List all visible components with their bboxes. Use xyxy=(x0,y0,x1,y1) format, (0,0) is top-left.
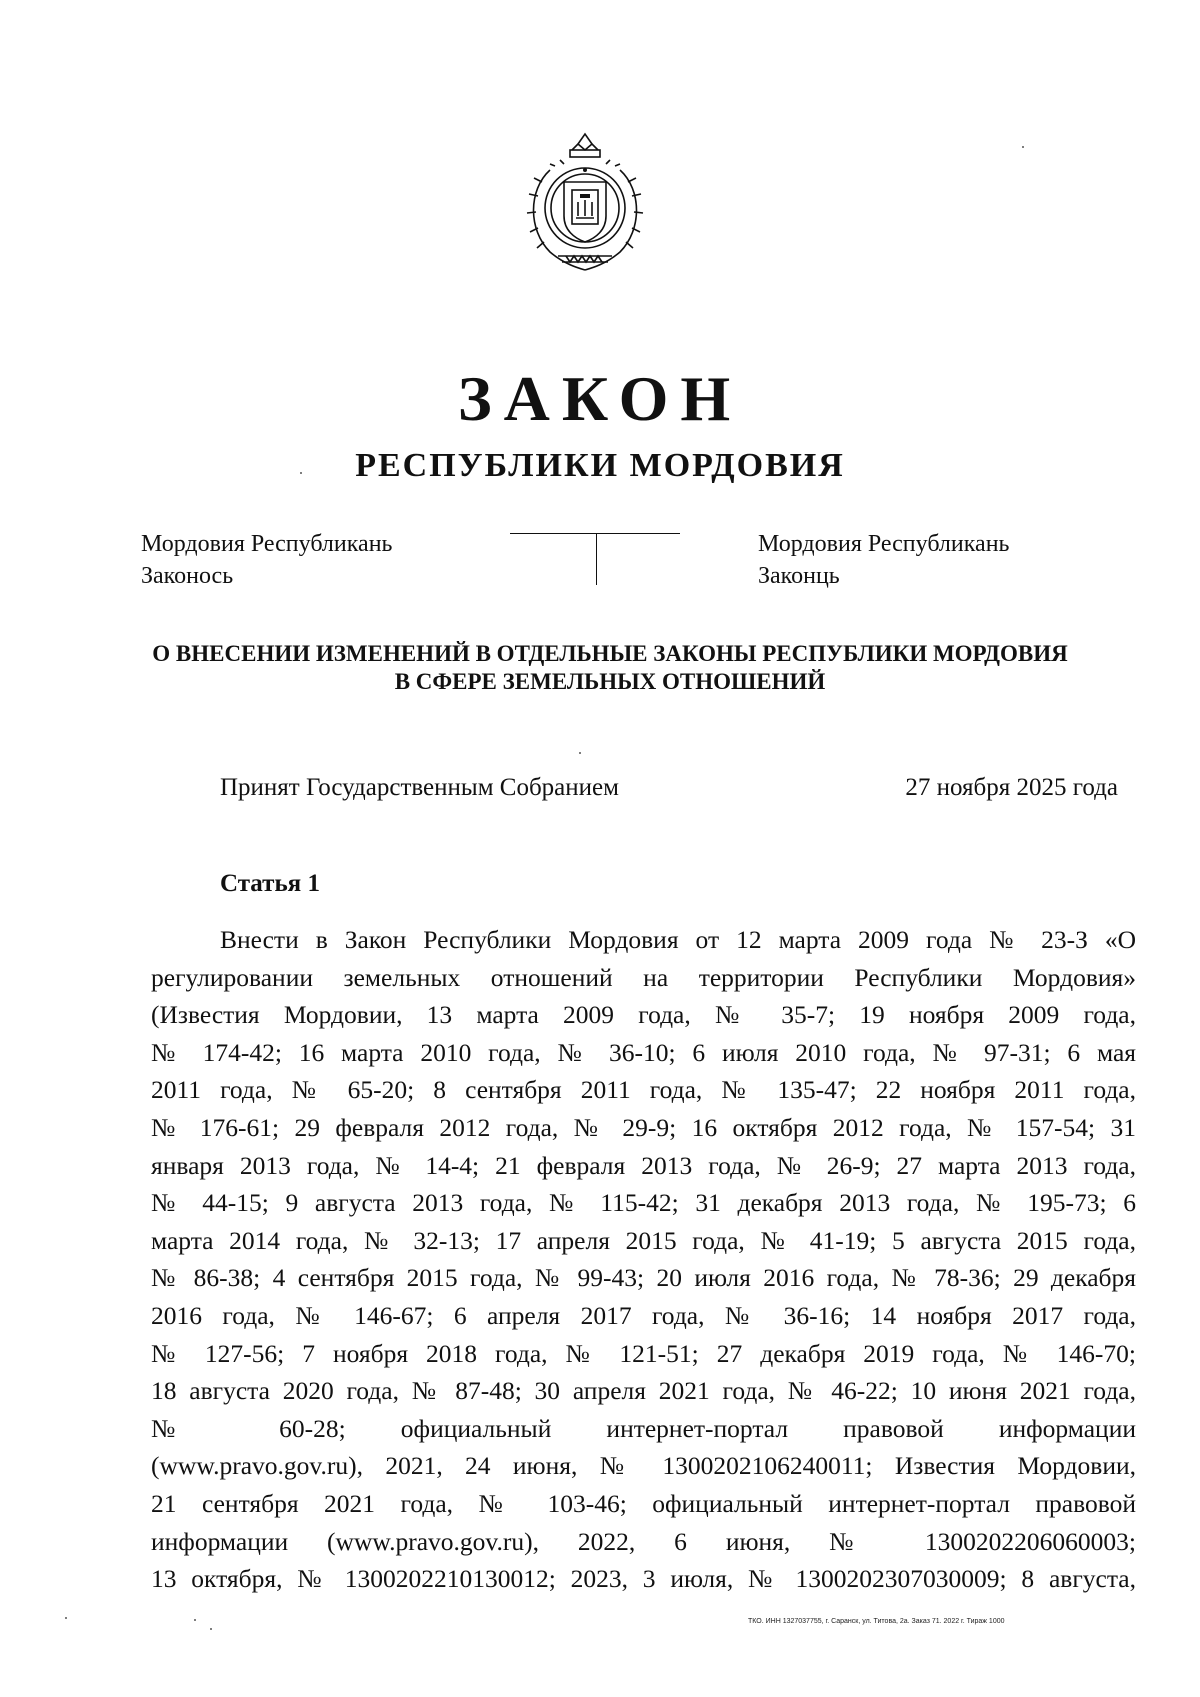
article-line: 18 августа 2020 года, № 87-48; 30 апреля 2021 года, № 46-22; 10 июня 2021 года, xyxy=(151,1376,1136,1406)
article-line: марта 2014 года, № 32-13; 17 апреля 2015 года, № 41-19; 5 августа 2015 года, xyxy=(151,1225,1136,1255)
article-line: января 2013 года, № 14-4; 21 февраля 2013 года, № 26-9; 27 марта 2013 года, xyxy=(151,1150,1136,1180)
article-line: 13 октября, № 1300202210130012; 2023, 3 июля, № 1300202307030009; 8 августа, xyxy=(151,1564,1136,1594)
moksha-title-block xyxy=(141,528,392,592)
scan-speck xyxy=(1022,146,1024,148)
moksha-title-line-1: Мордовия Республикань xyxy=(141,531,393,557)
number-placeholder-line xyxy=(510,533,680,585)
article-line: № 176-61; 29 февраля 2012 года, № 29-9; 16 октября 2012 года, № 157-54; 31 xyxy=(151,1112,1136,1142)
article-line: регулировании земельных отношений на территории Республики Мордовия» xyxy=(151,962,1136,992)
article-line: № 60-28; официальный интернет-портал правовой информации xyxy=(151,1413,1136,1443)
scan-speck xyxy=(65,1617,67,1619)
article-line: информации (www.pravo.gov.ru), 2022, 6 июня, № 1300202206060003; xyxy=(151,1526,1136,1556)
scan-speck xyxy=(210,1628,212,1630)
moksha-title-line-2: Законось xyxy=(141,563,234,589)
article-line: (www.pravo.gov.ru), 2021, 24 июня, № 1300202106240011; Известия Мордовии, xyxy=(151,1451,1136,1481)
adoption-date: 27 ноября 2025 года xyxy=(905,774,1118,801)
article-line: № 44-15; 9 августа 2013 года, № 115-42; 31 декабря 2013 года, № 195-73; 6 xyxy=(151,1188,1136,1218)
erzya-title-line-1: Мордовия Республикань xyxy=(758,531,1010,557)
adoption-label: Принят Государственным Собранием xyxy=(220,774,619,801)
coat-of-arms-emblem xyxy=(520,130,650,278)
scan-speck xyxy=(300,472,302,474)
article-line: № 86-38; 4 сентября 2015 года, № 99-43; 20 июля 2016 года, № 78-36; 29 декабря xyxy=(151,1263,1136,1293)
scan-speck xyxy=(579,752,581,754)
law-title: ЗАКОН xyxy=(457,363,743,434)
article-heading: Статья 1 xyxy=(220,870,320,897)
article-body xyxy=(151,921,1136,1598)
article-line: № 174-42; 16 марта 2010 года, № 36-10; 6 июля 2010 года, № 97-31; 6 мая xyxy=(151,1037,1136,1067)
article-line: 2011 года, № 65-20; 8 сентября 2011 года, № 135-47; 22 ноября 2011 года, xyxy=(151,1075,1136,1105)
law-subtitle: РЕСПУБЛИКИ МОРДОВИЯ xyxy=(355,447,845,484)
law-subject-line-1: О ВНЕСЕНИИ ИЗМЕНЕНИЙ В ОТДЕЛЬНЫЕ ЗАКОНЫ РЕСПУБЛИКИ МОРДОВИЯ xyxy=(152,641,1068,666)
law-subject-line-2: В СФЕРЕ ЗЕМЕЛЬНЫХ ОТНОШЕНИЙ xyxy=(394,669,826,694)
article-line: № 127-56; 7 ноября 2018 года, № 121-51; 27 декабря 2019 года, № 146-70; xyxy=(151,1338,1136,1368)
article-line: 2016 года, № 146-67; 6 апреля 2017 года, № 36-16; 14 ноября 2017 года, xyxy=(151,1300,1136,1330)
erzya-title-block xyxy=(758,528,1009,592)
article-line: Внести в Закон Республики Мордовия от 12 марта 2009 года № 23-З «О xyxy=(220,925,1136,954)
divider-vertical xyxy=(596,533,597,585)
divider-horizontal xyxy=(510,533,680,534)
article-line: 21 сентября 2021 года, № 103-46; официальный интернет-портал правовой xyxy=(151,1488,1136,1518)
erzya-title-line-2: Законць xyxy=(758,563,840,589)
scan-speck xyxy=(194,1619,196,1621)
printer-imprint: ТКО. ИНН 1327037755, г. Саранск, ул. Титова, 2а. Заказ 71. 2022 г. Тираж 1000 xyxy=(748,1618,1005,1625)
article-line: (Известия Мордовии, 13 марта 2009 года, № 35-7; 19 ноября 2009 года, xyxy=(151,1000,1136,1030)
law-subject xyxy=(130,640,1090,696)
